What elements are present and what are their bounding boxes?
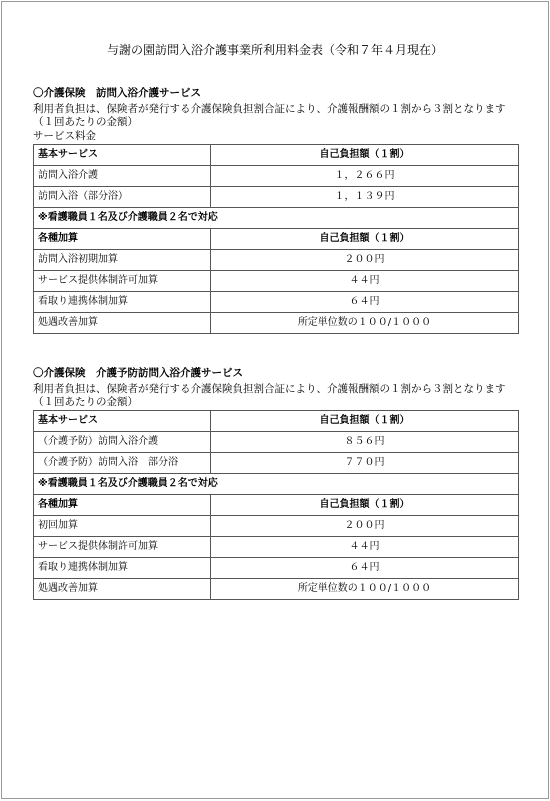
fee-cell: ４４円 xyxy=(211,536,519,557)
service-name-cell: （介護予防）訪問入浴介護 xyxy=(34,431,211,452)
fee-cell: ６４円 xyxy=(211,291,519,312)
table-note-row xyxy=(34,207,519,228)
fee-cell: １，１３９円 xyxy=(211,186,519,207)
section-home-bathing xyxy=(33,87,519,334)
fee-cell: ６４円 xyxy=(211,557,519,578)
table-note-row xyxy=(34,473,519,494)
table-row xyxy=(34,452,519,473)
addition-name-cell: サービス提供体制許可加算 xyxy=(34,270,211,291)
table-row xyxy=(34,186,519,207)
table-header-row xyxy=(34,144,519,165)
table-row xyxy=(34,536,519,557)
header-cell: 自己負担額（１割） xyxy=(211,410,519,431)
section-heading: 〇介護保険 介護予防訪問入浴介護サービス xyxy=(33,367,243,379)
table-header-row xyxy=(34,228,519,249)
addition-name-cell: 初回加算 xyxy=(34,515,211,536)
section-description: 利用者負担は、保険者が発行する介護保険負担割合証により、介護報酬額の１割から３割となります（１回あたりの金額） xyxy=(33,102,506,129)
fee-cell: １，２６６円 xyxy=(211,165,519,186)
header-cell: 基本サービス xyxy=(34,410,211,431)
addition-name-cell: 訪問入浴初期加算 xyxy=(34,249,211,270)
fee-cell: ４４円 xyxy=(211,270,519,291)
addition-name-cell: 処遇改善加算 xyxy=(34,312,211,333)
fee-cell: ２００円 xyxy=(211,515,519,536)
header-cell: 基本サービス xyxy=(34,144,211,165)
table-row xyxy=(34,578,519,599)
section-description: 利用者負担は、保険者が発行する介護保険負担割合証により、介護報酬額の１割から３割となります（１回あたりの金額） xyxy=(33,382,506,409)
fee-cell: 所定単位数の１００/１０００ xyxy=(211,578,519,599)
section-preventive-home-bathing xyxy=(33,367,519,600)
staffing-note: ※看護職員１名及び介護職員２名で対応 xyxy=(34,207,519,228)
service-name-cell: 訪問入浴（部分浴） xyxy=(34,186,211,207)
header-cell: 自己負担額（１割） xyxy=(211,144,519,165)
table-row xyxy=(34,165,519,186)
table-row xyxy=(34,312,519,333)
table-header-row xyxy=(34,410,519,431)
table-row xyxy=(34,515,519,536)
service-name-cell: 訪問入浴介護 xyxy=(34,165,211,186)
table-row xyxy=(34,270,519,291)
document-page xyxy=(1,1,549,799)
addition-name-cell: 看取り連携体制加算 xyxy=(34,557,211,578)
fee-cell: 所定単位数の１００/１０００ xyxy=(211,312,519,333)
table-row xyxy=(34,249,519,270)
section-heading: 〇介護保険 訪問入浴介護サービス xyxy=(33,87,201,99)
table-header-row xyxy=(34,494,519,515)
fee-cell: ８５６円 xyxy=(211,431,519,452)
staffing-note: ※看護職員１名及び介護職員２名で対応 xyxy=(34,473,519,494)
header-cell: 自己負担額（１割） xyxy=(211,494,519,515)
table-row xyxy=(34,431,519,452)
table-row xyxy=(34,291,519,312)
header-cell: 自己負担額（１割） xyxy=(211,228,519,249)
fee-table xyxy=(33,144,519,334)
service-name-cell: （介護予防）訪問入浴 部分浴 xyxy=(34,452,211,473)
table-row xyxy=(34,557,519,578)
fee-label: サービス料金 xyxy=(33,129,96,142)
addition-name-cell: 看取り連携体制加算 xyxy=(34,291,211,312)
fee-cell: ２００円 xyxy=(211,249,519,270)
addition-name-cell: サービス提供体制許可加算 xyxy=(34,536,211,557)
fee-table xyxy=(33,410,519,600)
header-cell: 各種加算 xyxy=(34,494,211,515)
addition-name-cell: 処遇改善加算 xyxy=(34,578,211,599)
fee-cell: ７７０円 xyxy=(211,452,519,473)
document-title: 与謝の園訪問入浴介護事業所利用料金表（令和７年４月現在） xyxy=(106,43,443,57)
header-cell: 各種加算 xyxy=(34,228,211,249)
